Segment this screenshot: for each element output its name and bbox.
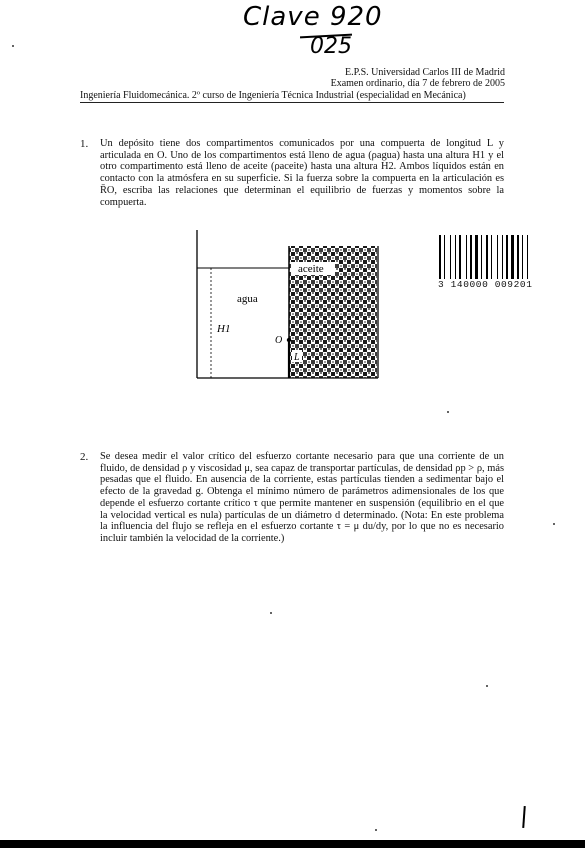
scan-speck: [486, 685, 488, 687]
barcode-bar: [486, 235, 488, 281]
scan-speck: [553, 523, 555, 525]
problem-2-number: 2.: [80, 451, 89, 463]
oil-label: aceite: [298, 263, 324, 275]
exam-date-line: Examen ordinario, día 7 de febrero de 2005: [330, 78, 505, 89]
gate-length-label: L: [294, 352, 300, 363]
barcode-bar: [517, 235, 519, 281]
pen-mark: [522, 806, 526, 828]
barcode-bar: [497, 235, 498, 281]
course-line: Ingeniería Fluidomecánica. 2º curso de Ingeniería Técnica Industrial (especialidad en Mecánica): [80, 90, 466, 101]
barcode-bar: [455, 235, 456, 281]
barcode-bar: [527, 235, 528, 281]
barcode-bar: [439, 235, 441, 281]
problem-2-text: Se desea medir el valor crítico del esfuerzo cortante necesario para que una corriente de un fluido, de densidad ρ y viscosidad μ, sea capaz de transportar partículas, de densidad ρp > ρ, más pesadas que el fluido. En ausencia de la corriente, estas partículas tienden a sedimentar bajo el efecto de la gravedad g. Obtenga el mínimo número de parámetros adimensionales de los que depende el esfuerzo cortante crítico τ que permite mantener en suspensión (equilibrio en el que la velocidad vertical es nula) partículas de un diámetro d determinado. (Nota: En este problema la influencia del flujo se refleja en el esfuerzo cortante τ = μ du/dy, por lo que no es necesario incluir también la velocidad de la corriente.): [100, 451, 504, 544]
barcode-bar: [470, 235, 472, 281]
scan-edge: [0, 840, 585, 848]
scan-speck: [12, 45, 14, 47]
barcode-bar: [481, 235, 482, 281]
barcode-number: 3 140000 009201: [438, 279, 533, 290]
scan-speck: [375, 829, 377, 831]
barcode-bar: [491, 235, 492, 281]
h1-dimension: [207, 268, 215, 378]
scan-speck: [447, 411, 449, 413]
pivot-label: O: [275, 335, 283, 346]
problem-1-text: Un depósito tiene dos compartimentos comunicados por una compuerta de longitud L y articulada en O. Uno de los compartimentos está lleno de agua (ρagua) hasta una altura H1 y el otro compartimento está lleno de aceite (ρaceite) hasta una altura H2. Ambos líquidos están en contacto con la atmósfera en su superficie. Si la fuerza sobre la compuerta en la articulación es R̄O, escriba las relaciones que determinan el equilibrio de fuerzas y momentos sobre la compuerta.: [100, 138, 504, 208]
problem-1-number: 1.: [80, 138, 89, 150]
barcode-bar: [506, 235, 508, 281]
barcode-bar: [450, 235, 451, 281]
handwritten-code: Clave 920: [243, 2, 383, 32]
scan-speck: [270, 612, 272, 614]
barcode-bar: [511, 235, 514, 281]
barcode-bar: [444, 235, 445, 281]
tank-figure: [195, 228, 381, 380]
barcode-bar: [466, 235, 467, 281]
water-label: agua: [237, 293, 258, 305]
barcode-bar: [459, 235, 461, 281]
h1-label: H1: [217, 323, 231, 335]
barcode-bar: [522, 235, 523, 281]
handwritten-code-number: 025: [310, 34, 352, 59]
pivot-point: [287, 338, 291, 342]
barcode-bar: [502, 235, 503, 281]
barcode-bar: [475, 235, 478, 281]
header-rule: [80, 102, 504, 103]
institution-line: E.P.S. Universidad Carlos III de Madrid: [345, 67, 505, 78]
